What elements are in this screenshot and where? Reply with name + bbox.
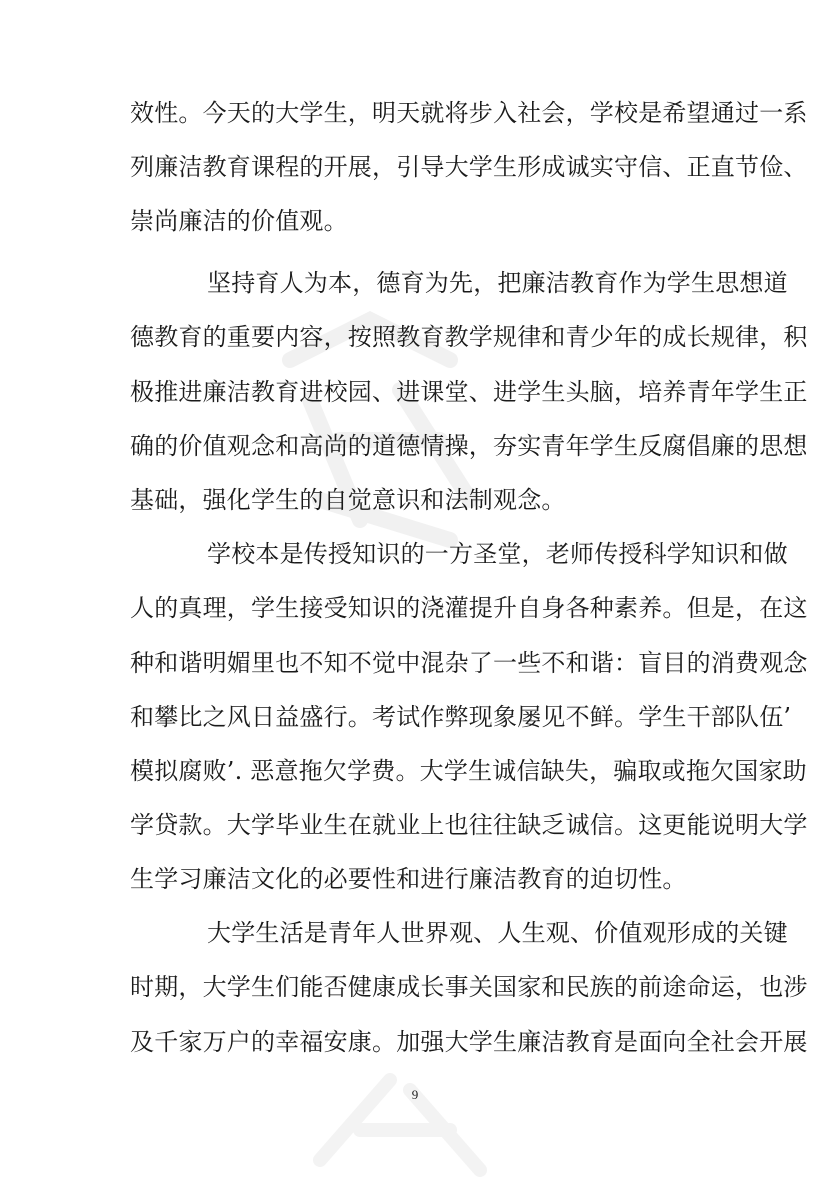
text-line-6: 极推进廉洁教育进校园、进课堂、进学生头脑，培养青年学生正 (130, 378, 808, 406)
text-line-2: 列廉洁教育课程的开展，引导大学生形成诚实守信、正直节俭、 (130, 153, 808, 181)
text-line-3: 崇尚廉洁的价值观。 (130, 207, 348, 235)
text-line-7: 确的价值观念和高尚的道德情操，夯实青年学生反腐倡廉的思想 (130, 432, 808, 460)
text-line-13: 模拟腐败’. 恶意拖欠学费。大学生诚信缺失，骗取或拖欠国家助 (130, 757, 807, 785)
text-line-9: 学校本是传授知识的一方圣堂，老师传授科学知识和做 (207, 540, 788, 568)
watermark-logo-bottom (300, 1060, 500, 1180)
text-line-8: 基础，强化学生的自觉意识和法制观念。 (130, 486, 566, 514)
page-number: 9 (411, 1087, 419, 1102)
text-line-11: 种和谐明媚里也不知不觉中混杂了一些不和谐：盲目的消费观念 (130, 649, 808, 677)
text-line-1: 效性。今天的大学生，明天就将步入社会，学校是希望通过一系 (130, 99, 808, 127)
text-line-5: 德教育的重要内容，按照教育教学规律和青少年的成长规律，积 (130, 323, 808, 351)
text-line-15: 生学习廉洁文化的必要性和进行廉洁教育的迫切性。 (130, 865, 687, 893)
text-line-12: 和攀比之风日益盛行。考试作弊现象屡见不鲜。学生干部队伍’ (130, 703, 792, 731)
text-line-14: 学贷款。大学毕业生在就业上也往往缺乏诚信。这更能说明大学 (130, 811, 808, 839)
text-line-4: 坚持育人为本，德育为先，把廉洁教育作为学生思想道 (207, 269, 788, 297)
text-line-17: 时期，大学生们能否健康成长事关国家和民族的前途命运，也涉 (130, 973, 808, 1001)
text-line-10: 人的真理，学生接受知识的浇灌提升自身各种素养。但是，在这 (130, 594, 808, 622)
text-line-16: 大学生活是青年人世界观、人生观、价值观形成的关键 (207, 919, 788, 947)
text-line-18: 及千家万户的幸福安康。加强大学生廉洁教育是面向全社会开展 (130, 1028, 808, 1056)
